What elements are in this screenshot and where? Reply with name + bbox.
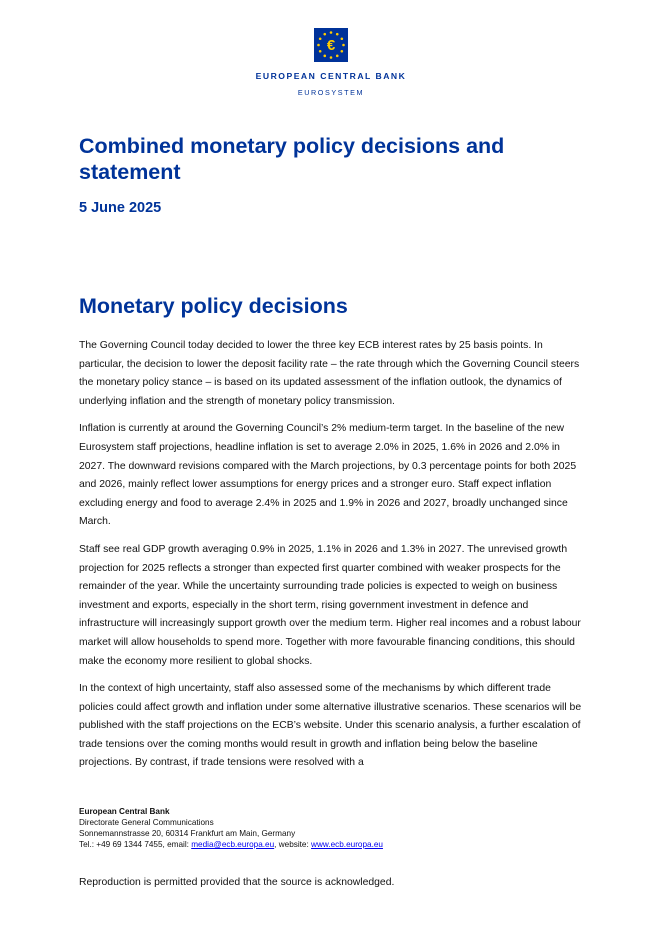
emblem-star bbox=[341, 37, 344, 40]
emblem-star bbox=[330, 31, 333, 34]
paragraph-growth: Staff see real GDP growth averaging 0.9% in 2025, 1.1% in 2026 and 1.3% in 2027. The unrevised growth projection for 2025 reflects a stronger than expected first quarter combined with weaker prospects for the remainder of the year. While the uncertainty surrounding trade policies is expected to weigh on business investment and exports, especially in the short term, rising government investment in defence and infrastructure will increasingly support growth over the medium term. Higher real incomes and a robust labour market will allow households to spend more. Together with more favourable financing conditions, this should make the economy more resilient to global shocks. bbox=[79, 543, 581, 667]
emblem-star bbox=[319, 50, 322, 53]
section-heading: Monetary policy decisions bbox=[79, 294, 348, 318]
emblem-star bbox=[342, 44, 345, 47]
footer-website-prefix: , website: bbox=[274, 840, 312, 849]
footer-org: European Central Bank bbox=[79, 807, 170, 816]
footer-department: Directorate General Communications bbox=[79, 818, 214, 827]
paragraph-rate-decision: The Governing Council today decided to lower the three key ECB interest rates by 25 basis points. In particular, the decision to lower the deposit facility rate – the rate through which the Governing Council steers the monetary policy stance – is based on its updated assessment of the inflation outlook, the dynamics of underlying inflation and the strength of monetary policy transmission. bbox=[79, 340, 580, 407]
footer-contact-line bbox=[79, 839, 383, 850]
email-link[interactable]: media@ecb.europa.eu bbox=[191, 840, 275, 849]
eurosystem-label: EUROSYSTEM bbox=[297, 88, 365, 97]
euro-symbol: € bbox=[326, 37, 336, 54]
emblem-star bbox=[330, 56, 333, 59]
footer-tel: Tel.: +49 69 1344 7455, email: bbox=[79, 840, 192, 849]
emblem-star bbox=[323, 55, 326, 58]
paragraph-scenarios: In the context of high uncertainty, staff also assessed some of the mechanisms by which different trade policies could affect growth and inflation under some alternative illustrative scenarios. These scenarios will be published with the staff projections on the ECB’s website. Under this scenario analysis, a further escalation of trade tensions over the coming months would result in growth and inflation being below the baseline projections. By contrast, if trade tensions were resolved with a bbox=[79, 683, 582, 769]
footer-contact bbox=[79, 806, 383, 850]
emblem-star bbox=[336, 55, 339, 58]
emblem-star bbox=[336, 33, 339, 36]
bank-name: EUROPEAN CENTRAL BANK bbox=[255, 71, 407, 81]
reproduction-notice: Reproduction is permitted provided that the source is acknowledged. bbox=[79, 877, 395, 888]
document-date: 5 June 2025 bbox=[79, 200, 162, 216]
emblem-star bbox=[317, 44, 320, 47]
ecb-emblem-icon bbox=[314, 28, 348, 62]
footer-address: Sonnemannstrasse 20, 60314 Frankfurt am Main, Germany bbox=[79, 829, 296, 838]
emblem-star bbox=[323, 33, 326, 36]
website-link[interactable]: www.ecb.europa.eu bbox=[311, 840, 383, 849]
emblem-star bbox=[341, 50, 344, 53]
body-text bbox=[79, 337, 584, 782]
emblem-star bbox=[319, 37, 322, 40]
ecb-logo bbox=[0, 28, 662, 97]
paragraph-inflation: Inflation is currently at around the Governing Council’s 2% medium-term target. In the baseline of the new Eurosystem staff projections, headline inflation is set to average 2.0% in 2025, 1.6% in 2026 and 2.0% in 2027. The downward revisions compared with the March projections, by 0.3 percentage points for both 2025 and 2026, mainly reflect lower assumptions for energy prices and a stronger euro. Staff expect inflation excluding energy and food to average 2.4% in 2025 and 1.9% in 2026 and 2027, broadly unchanged since March. bbox=[79, 423, 577, 528]
document-title: Combined monetary policy decisions and statement bbox=[79, 134, 505, 184]
